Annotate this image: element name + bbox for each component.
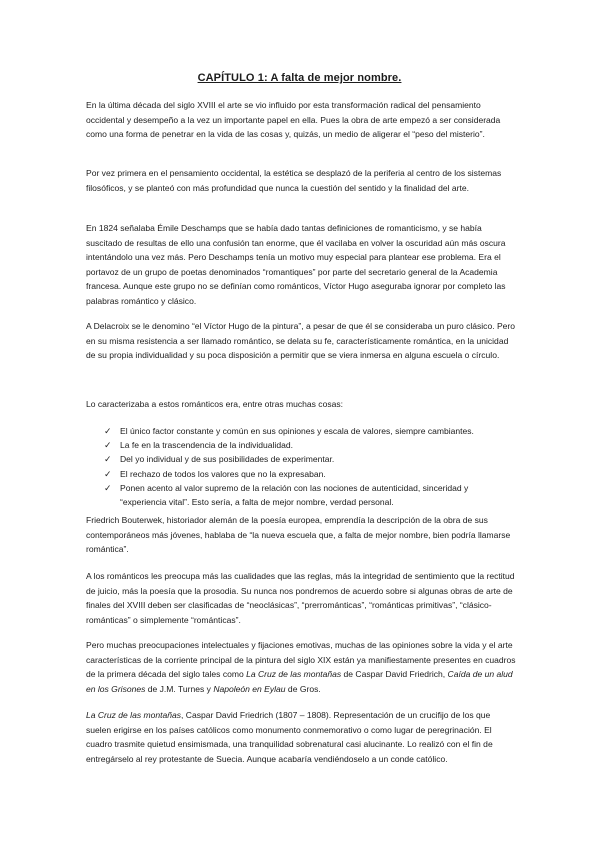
paragraph-1: En la última década del siglo XVIII el arte se vio influido por esta transformación radical del pensamiento occidental y desempeño a la vez un importante papel en ella. Pues la obra de arte empezó a ser considerada como una forma de penetrar en la vida de las cosas y, quizás, un medio de aligerar el “peso del misterio”.: [86, 100, 501, 139]
paragraph-6: Friedrich Bouterwek, historiador alemán de la poesía europea, emprendía la descripción de la obra de sus contemporáneos más jóvenes, hablaba de “la nueva escuela que, a falta de mejor nombre, bien podría llamarse romántica”.: [86, 515, 511, 554]
list-item: [104, 467, 514, 481]
list-item: [104, 438, 514, 452]
paragraph-4: A Delacroix se le denomino “el Víctor Hugo de la pintura”, a pesar de que él se consideraba un puro clásico. Pero en su misma resistencia a ser llamado romántico, se delata su fe, característicamente romántica, en la unicidad de su propia individualidad y su poca disposición a permitir que se viera inmersa en alguna escuela o círculo.: [86, 321, 516, 360]
artwork-title: Caída de un alud en los Grisones: [86, 669, 513, 694]
characteristics-list: [104, 424, 514, 509]
paragraph-8-text: de Caspar David Friedrich,: [341, 669, 448, 679]
list-item-text: El único factor constante y común en sus opiniones y escala de valores, siempre cambiantes.: [120, 426, 474, 436]
artwork-title: Napoleón en Eylau: [213, 683, 286, 694]
list-item: [104, 452, 514, 466]
paragraph-8: [86, 638, 516, 696]
list-item-text: El rechazo de todos los valores que no la expresaban.: [120, 468, 326, 479]
paragraph-2: Por vez primera en el pensamiento occidental, la estética se desplazó de la periferia al centro de los sistemas filosóficos, y se planteó con más profundidad que nunca la cuestión del sentido y la finalidad del arte.: [86, 168, 502, 193]
check-icon: ✓: [104, 440, 112, 451]
paragraph-8-text: de J.M. Turnes y: [145, 683, 214, 694]
paragraph-8-text: de Gros.: [285, 683, 321, 694]
list-item-text: Ponen acento al valor supremo de la relación con las nociones de autenticidad, sinceridad y “experiencia vital”. Esto sería, a falta de mejor nombre, verdad personal.: [120, 482, 469, 508]
chapter-title: CAPÍTULO 1: A falta de mejor nombre.: [197, 72, 402, 84]
artwork-title: La Cruz de las montañas: [86, 710, 182, 720]
check-icon: ✓: [104, 426, 112, 436]
list-item: [104, 424, 514, 438]
check-icon: ✓: [104, 468, 112, 479]
list-item-text: Del yo individual y de sus posibilidades de experimentar.: [120, 454, 335, 465]
check-icon: ✓: [104, 454, 112, 465]
paragraph-9-text: , Caspar David Friedrich (1807 – 1808). Representación de un crucifijo de los que suelen erigirse en los países católicos como monumento conmemorativo o como lugar de peregrinación. El cuadro trasmite quietud ensimismada, una tranquilidad sobrenatural casi alucinante. Lo realizó con el fin de entregárselo al rey protestante de Suecia. Aunque acabaría vendiéndoselo a un conde católico.: [86, 710, 493, 764]
paragraph-8-text: Pero muchas preocupaciones intelectuales y fijaciones emotivas, muchas de las opiniones sobre la vida y el arte características de la corriente principal de la pintura del siglo XIX están ya manifiestamente presentes en cuadros de la primera década del siglo tales como: [86, 640, 516, 679]
paragraph-5: Lo caracterizaba a estos románticos era, entre otras muchas cosas:: [86, 399, 344, 409]
check-icon: ✓: [104, 482, 112, 493]
paragraph-3: En 1824 señalaba Émile Deschamps que se había dado tantas definiciones de romanticismo, y se había suscitado de resultas de ello una confusión tan enorme, que él vacilaba en volver la oscuridad aún más oscura intentándolo una vez más. Pero Deschamps tenía un motivo muy especial para plantear ese problema. Era el portavoz de un grupo de poetas denominados “romantiques” por parte del secretario general de la Academia francesa. Aunque este grupo no se definían como románticos, Víctor Hugo aseguraba ignorar por completo las palabras romántico y clásico.: [86, 223, 506, 306]
artwork-title: La Cruz de las montañas: [246, 669, 342, 679]
paragraph-7: A los románticos les preocupa más las cualidades que las reglas, más la integridad de sentimiento que la rectitud de juicio, más la poesía que la prosodia. Su nunca nos pondremos de acuerdo sobre si algunas obras de arte de finales del XVIII deben ser clasificadas de “neoclásicas”, “prerrománticas”, “románticas primitivas”, “clásico-románticas” o simplemente “románticas”.: [86, 571, 515, 625]
list-item-text: La fe en la trascendencia de la individualidad.: [120, 440, 293, 451]
paragraph-9: [86, 708, 516, 766]
list-item: [104, 481, 514, 509]
